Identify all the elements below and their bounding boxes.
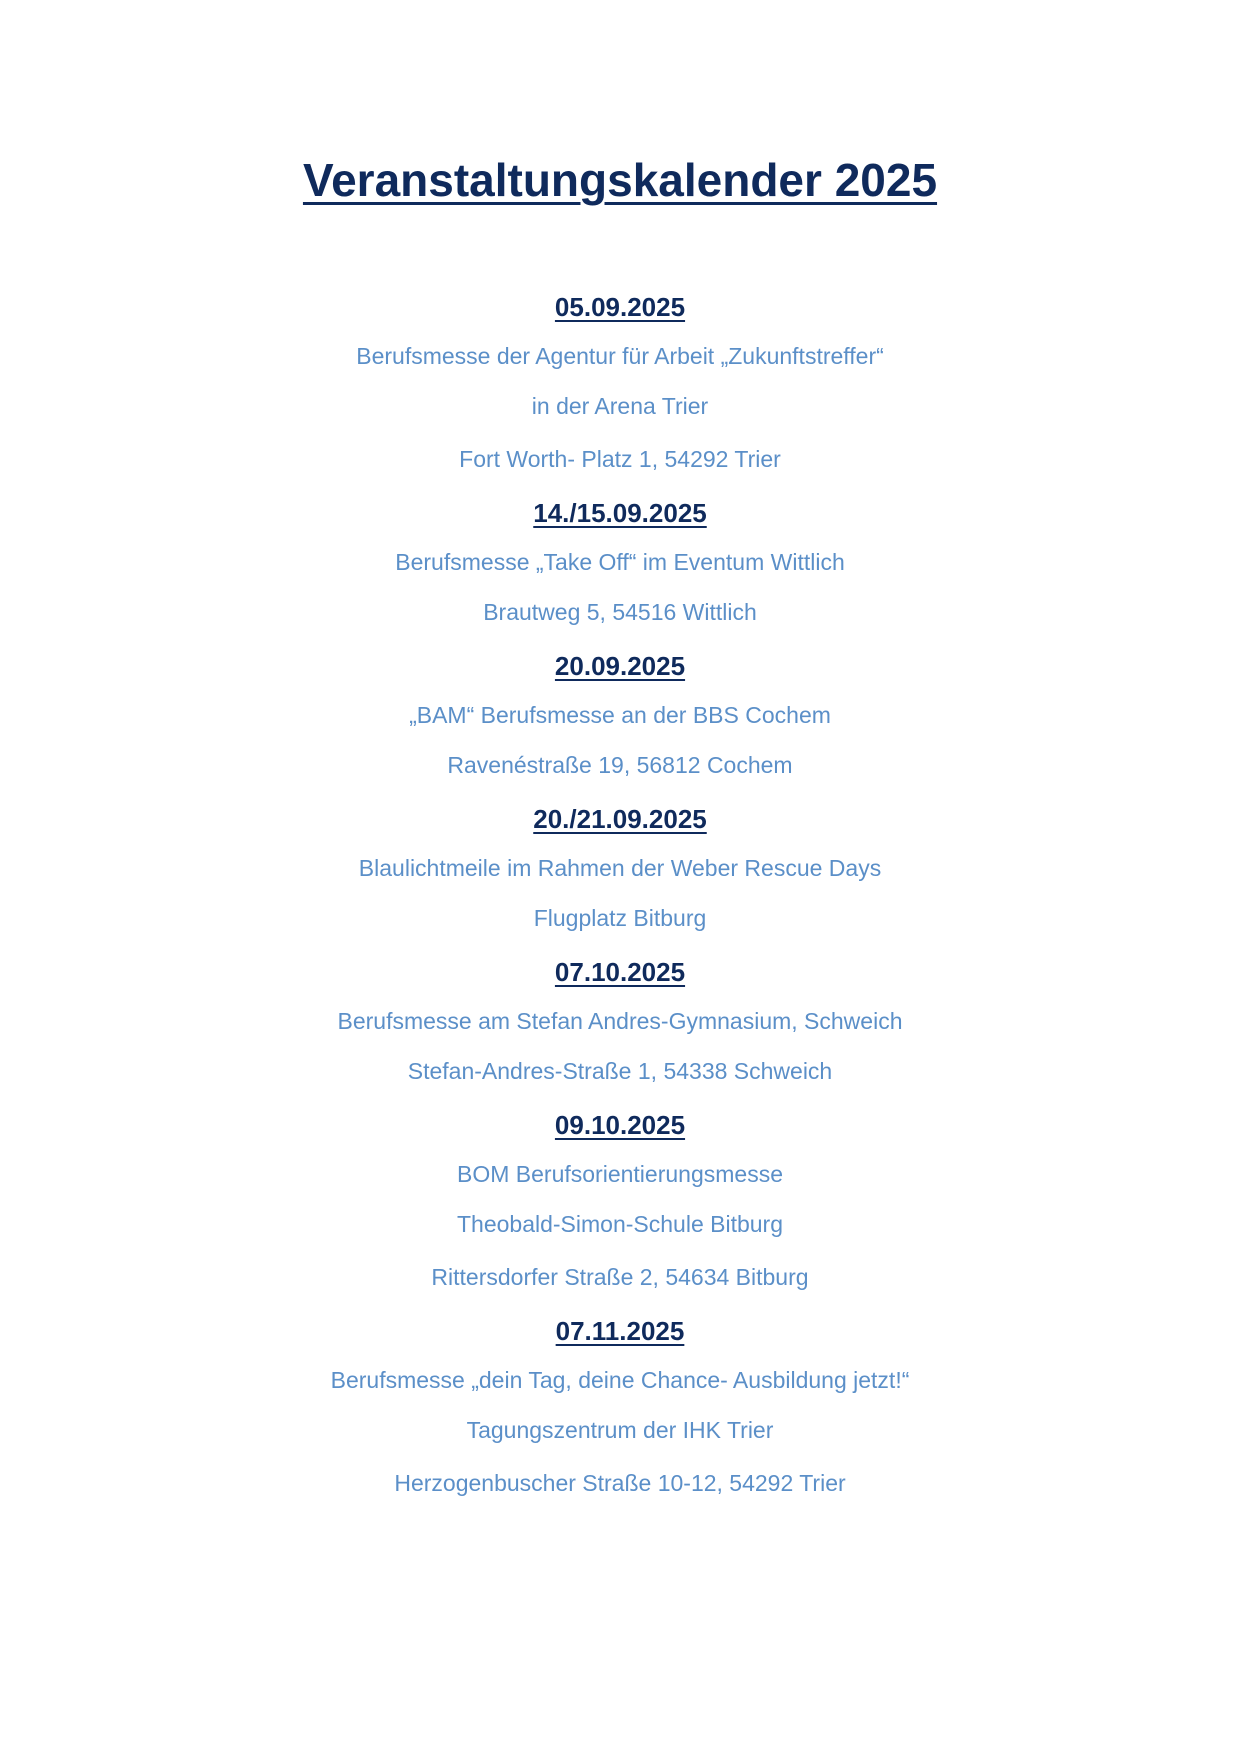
event-date: 05.09.2025 xyxy=(554,292,686,322)
event-date: 20.09.2025 xyxy=(554,651,686,681)
event-detail-line: Theobald-Simon-Schule Bitburg xyxy=(456,1211,783,1237)
event-detail-line: Herzogenbuscher Straße 10-12, 54292 Trier xyxy=(394,1470,846,1496)
page-title: Veranstaltungskalender 2025 xyxy=(302,154,938,206)
event-entry xyxy=(0,955,1240,1108)
event-detail-line: Stefan-Andres-Straße 1, 54338 Schweich xyxy=(407,1058,833,1084)
event-date: 07.11.2025 xyxy=(555,1316,685,1346)
event-entry xyxy=(0,290,1240,496)
event-detail-line: Berufsmesse „Take Off“ im Eventum Wittlich xyxy=(395,549,845,575)
event-detail-line: Fort Worth- Platz 1, 54292 Trier xyxy=(459,446,781,472)
event-date: 09.10.2025 xyxy=(554,1110,686,1140)
event-detail-line: Flugplatz Bitburg xyxy=(533,905,707,931)
event-detail-line: Berufsmesse der Agentur für Arbeit „Zukunftstreffer“ xyxy=(356,343,884,369)
event-entry xyxy=(0,649,1240,802)
event-date: 07.10.2025 xyxy=(554,957,686,987)
event-detail-line: „BAM“ Berufsmesse an der BBS Cochem xyxy=(409,702,831,728)
event-details xyxy=(0,1151,1240,1314)
event-details xyxy=(0,333,1240,496)
event-entry xyxy=(0,1108,1240,1314)
event-entry xyxy=(0,496,1240,649)
event-details xyxy=(0,692,1240,802)
event-detail-line: Blaulichtmeile im Rahmen der Weber Rescue Days xyxy=(358,855,882,881)
event-details xyxy=(0,998,1240,1108)
event-list xyxy=(0,290,1240,1520)
event-detail-line: Brautweg 5, 54516 Wittlich xyxy=(483,599,757,625)
event-detail-line: BOM Berufsorientierungsmesse xyxy=(457,1161,783,1187)
event-entry xyxy=(0,1314,1240,1520)
event-detail-line: Ravenéstraße 19, 56812 Cochem xyxy=(447,752,793,778)
event-detail-line: Berufsmesse am Stefan Andres-Gymnasium, Schweich xyxy=(337,1008,903,1034)
event-details xyxy=(0,539,1240,649)
event-detail-line: Berufsmesse „dein Tag, deine Chance- Ausbildung jetzt!“ xyxy=(330,1367,910,1393)
event-date: 14./15.09.2025 xyxy=(533,498,707,528)
event-detail-line: Rittersdorfer Straße 2, 54634 Bitburg xyxy=(431,1264,809,1290)
event-detail-line: in der Arena Trier xyxy=(531,393,709,419)
event-date: 20./21.09.2025 xyxy=(533,804,707,834)
event-details xyxy=(0,1357,1240,1520)
event-details xyxy=(0,845,1240,955)
event-entry xyxy=(0,802,1240,955)
event-detail-line: Tagungszentrum der IHK Trier xyxy=(466,1417,774,1443)
